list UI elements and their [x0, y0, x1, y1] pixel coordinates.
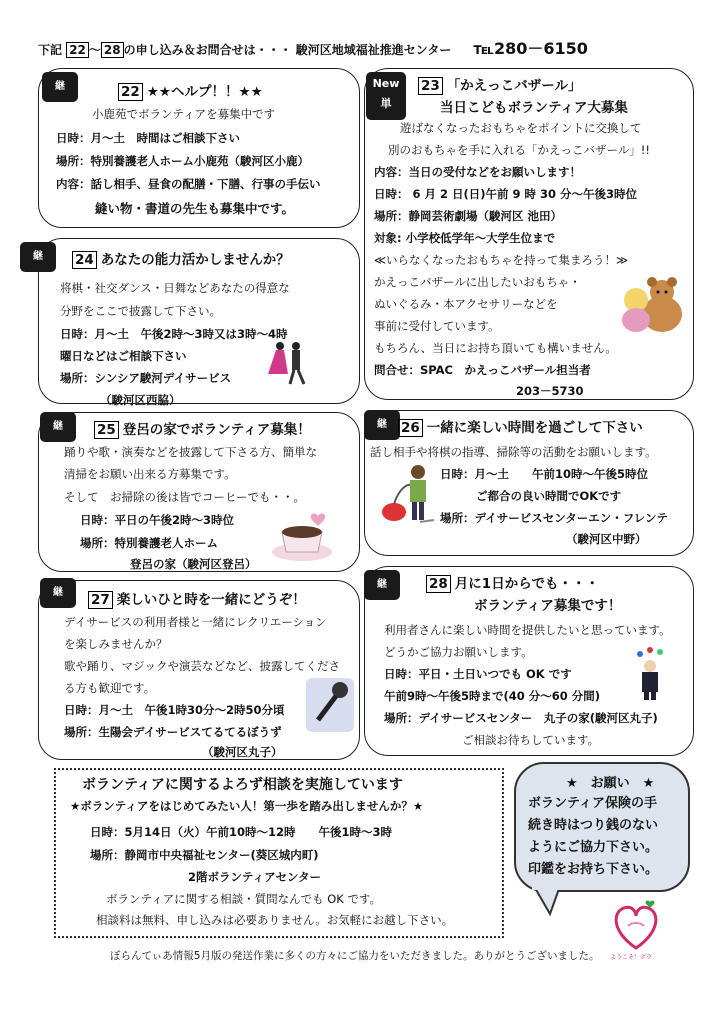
header-to-number: 28 [101, 42, 124, 58]
card24-line: 曜日などはご相談下さい [60, 349, 187, 363]
card26-title [398, 416, 643, 436]
card23-line: 遊ばなくなったおもちゃをポイントに交換して [400, 121, 642, 135]
card24-line: 分野をここで披露して下さい。 [60, 304, 221, 318]
logo-text: ようこそ！ボラ [610, 954, 653, 961]
card23-line: 内容：当日の受付などをお願いします！ [374, 165, 581, 179]
header-from-number: 22 [66, 42, 89, 58]
card26-line: ご都合の良い時間でOKです [476, 489, 622, 503]
badge-continuing: 継 [20, 242, 56, 272]
card22-title [118, 80, 263, 100]
card24-number: 24 [72, 251, 97, 269]
card24-line: （駿河区西脇） [100, 393, 181, 407]
header-range-mark: ～ [88, 43, 101, 57]
bubble-tail [530, 886, 570, 916]
card25-line: 清掃をお願い出来る方募集です。 [64, 467, 236, 481]
card27-line: 歌や踊り、マジックや演芸などなど、披露してくださ [64, 659, 340, 673]
card28-title-text: 月に1日からでも・・・ [454, 576, 600, 592]
badge-new-text: New [372, 77, 400, 90]
card27-line: る方も歓迎です。 [64, 681, 156, 695]
card23-line: もちろん、当日にお持ち頂いても構いません。 [374, 341, 617, 355]
card22-line: 日時：月～土 時間はご相談下さい [56, 131, 240, 145]
card28-number: 28 [426, 575, 451, 593]
card26-line: （駿河区中野） [566, 532, 647, 546]
card28-subtitle: ボランティア募集です！ [474, 598, 622, 614]
card28-line: 午前9時～午後5時まで(40 分～60 分間) [384, 689, 601, 703]
card26-title-text: 一緒に楽しい時間を過ごして下さい [426, 420, 643, 436]
card28-line: 日時：平日・土日いつでも OK です [384, 667, 572, 681]
request-line: 印鑑をお持ち下さい。 [528, 862, 659, 877]
request-line: ボランティア保険の手 [528, 796, 657, 811]
dancers-icon [260, 340, 316, 386]
request-line: 続き時はつり銭のない [528, 818, 659, 833]
card23-line: ≪いらなくなったおもちゃを持って集まろう！≫ [374, 253, 629, 267]
header-contact [38, 36, 678, 59]
badge-single-text: 単 [380, 97, 392, 110]
request-title: ★ お願い ★ [566, 776, 655, 791]
card27-line: デイサービスの利用者様と一緒にレクリエーション [64, 615, 327, 629]
card25-title-text: 登呂の家でボランティア募集！ [122, 422, 311, 438]
request-line: ようにご協力下さい。 [528, 840, 659, 855]
coffee-cup-icon [270, 508, 340, 564]
card23-line: 事前に受付しています。 [374, 319, 500, 333]
vacuum-cleaner-icon [380, 462, 436, 526]
card24-line: 将棋・社交ダンス・日舞などあなたの得意な [60, 281, 290, 295]
card23-title [418, 74, 582, 94]
card24-line: 日時：月～土 午後2時～3時又は3時～4時 [60, 327, 288, 341]
footer-thanks: ぼらんてぃあ情報5月版の発送作業に多くの方々にご協力をいただきました。ありがとうございました。 [110, 950, 600, 962]
consultation-line: ボランティアに関する相談・質問なんでも OK です。 [106, 892, 382, 906]
consultation-subtitle: ★ボランティアをはじめてみたい人！第一歩を踏み出しませんか？★ [70, 799, 424, 813]
card27-number: 27 [88, 591, 113, 609]
heart-logo-icon [606, 896, 666, 956]
header-text: の申し込み＆お問合せは・・・ 駿河区地域福祉推進センター [123, 43, 452, 57]
card23-line: かえっこバザールに出したいおもちゃ・ [374, 275, 581, 289]
card28-line: 利用者さんに楽しい時間を提供したいと思っています。 [384, 623, 671, 637]
card26-line: 日時：月～土 午前10時～午後5時位 [440, 467, 649, 481]
card25-title [94, 418, 311, 438]
badge-continuing: 継 [364, 570, 400, 600]
microphone-icon [306, 674, 356, 736]
card23-number: 23 [418, 77, 443, 95]
card26-number: 26 [398, 419, 423, 437]
card24-title-text: あなたの能力活かしませんか？ [100, 252, 290, 268]
card22-line: 縫い物・書道の先生も募集中です。 [95, 201, 295, 216]
card23-line: 対象: 小学校低学年～大学生位まで [374, 231, 556, 245]
card27-title-text: 楽しいひと時を一緒にどうぞ！ [116, 592, 306, 608]
card23-subtitle: 当日こどもボランティア大募集 [440, 100, 628, 116]
consultation-line: 2階ボランティアセンター [188, 870, 322, 884]
card25-line: そして お掃除の後は皆でコーヒーでも・・。 [64, 490, 306, 504]
card23-line: 203－5730 [516, 384, 584, 398]
badge-continuing: 継 [40, 578, 76, 608]
header-prefix: 下記 [38, 43, 63, 57]
card27-line: （駿河区丸子） [202, 745, 283, 759]
card23-line: 場所：静岡芸術劇場（駿河区 池田） [374, 209, 563, 223]
card27-line: 場所：生陽会デイサービスてるてるぼうず [64, 725, 282, 739]
consultation-line: 相談料は無料、申し込みは必要ありません。お気軽にお越し下さい。 [96, 913, 454, 927]
card26-line: 場所：デイサービスセンターエン・フレンテ [440, 511, 668, 525]
card27-line: 日時：月～土 午後1時30分～2時50分頃 [64, 703, 285, 717]
toy-bears-icon [612, 270, 690, 340]
card23-line: 問合せ：SPAC かえっこバザール担当者 [374, 363, 591, 377]
card23-line: 別のおもちゃを手に入れる「かえっこバザール」!! [388, 143, 650, 157]
card27-title [88, 588, 306, 608]
card27-line: を楽しみませんか？ [64, 637, 168, 651]
badge-continuing: 継 [364, 410, 400, 440]
card25-number: 25 [94, 421, 119, 439]
card25-line: 日時：平日の午後2時～3時位 [80, 513, 235, 527]
card23-line: 日時： 6 月 2 日(日)午前 9 時 30 分～午後3時位 [374, 187, 638, 201]
card28-line: 場所：デイサービスセンター 丸子の家(駿河区丸子) [384, 711, 658, 725]
card26-line: 話し相手や将棋の指導、掃除等の活動をお願いします。 [370, 445, 657, 459]
card23-title-text: 「かえっこバザール」 [446, 78, 582, 94]
card25-line: 登呂の家（駿河区登呂） [130, 557, 257, 571]
badge-continuing: 継 [42, 72, 78, 102]
card22-line: 小鹿苑でボランティアを募集中です [92, 107, 276, 121]
badge-new [366, 72, 406, 120]
card28-line: ご相談お待ちしています。 [462, 733, 600, 747]
card22-number: 22 [118, 83, 143, 101]
badge-continuing: 継 [40, 412, 76, 442]
card22-title-text: ★★ヘルプ！！★★ [146, 84, 263, 100]
card22-line: 内容：話し相手、昼食の配膳・下膳、行事の手伝い [56, 177, 321, 191]
card28-title [426, 572, 599, 592]
consultation-line: 場所：静岡市中央福祉センター(葵区城内町) [90, 848, 319, 862]
magician-icon [632, 646, 676, 700]
card24-line: 場所：シンシア駿河デイサービス [60, 371, 232, 385]
card25-line: 踊りや歌・演奏などを披露して下さる方、簡単な [64, 445, 317, 459]
consultation-line: 日時：5月14日（火）午前10時～12時 午後1時～3時 [90, 825, 393, 839]
card24-title [72, 248, 290, 268]
card22-line: 場所：特別養護老人ホーム小鹿苑（駿河区小鹿） [56, 154, 309, 168]
card28-line: どうかご協力お願いします。 [384, 645, 533, 659]
card23-line: ぬいぐるみ・本アクセサリーなどを [374, 297, 558, 311]
header-tel: ℡280－6150 [473, 39, 588, 58]
consultation-title: ボランティアに関するよろず相談を実施しています [82, 777, 403, 793]
card25-line: 場所：特別養護老人ホーム [80, 536, 218, 550]
